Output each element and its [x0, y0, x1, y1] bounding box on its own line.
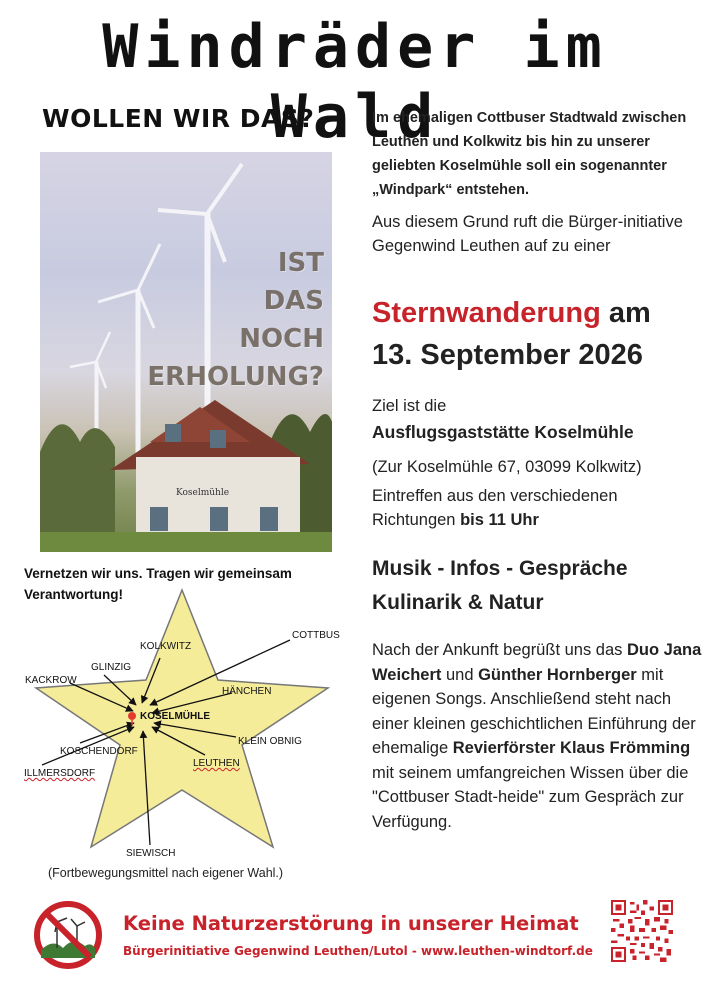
- subtitle: WOLLEN WIR DAS?: [42, 104, 315, 133]
- goal-address: (Zur Koselmühle 67, 03099 Kolkwitz): [372, 458, 642, 476]
- place-kackrow: KACKROW: [25, 675, 77, 686]
- arrival-time: bis 11 Uhr: [460, 511, 539, 529]
- place-illmersdorf: ILLMERSDORF: [24, 768, 96, 779]
- features: [372, 552, 702, 620]
- transport-note: (Fortbewegungsmittel nach eigener Wahl.): [48, 866, 284, 880]
- place-leuthen: LEUTHEN: [193, 758, 240, 769]
- place-koschendorf: KOSCHENDORF: [60, 746, 138, 757]
- photo-overlay-line: IST: [277, 248, 324, 278]
- story-part: Nach der Ankunft begrüßt uns das: [372, 641, 627, 659]
- intro-paragraph: Im ehemaligen Cottbuser Stadtwald zwischen Leuthen und Kolkwitz bis hin zu unserer geliebten Koselmühle soll ein sogenannter „Windpark“ entstehen.: [372, 110, 687, 198]
- guenther-name: Günther Hornberger: [478, 665, 637, 684]
- house-sign: Koselmühle: [176, 488, 230, 498]
- place-siewisch: SIEWISCH: [126, 848, 176, 859]
- place-cottbus: COTTBUS: [292, 630, 340, 641]
- place-koselmuehle: KOSELMÜHLE: [140, 711, 210, 722]
- forester-name: Revierförster Klaus Frömming: [452, 739, 691, 757]
- photo-overlay-line: ERHOLUNG?: [147, 362, 324, 392]
- goal-arrival: [372, 484, 692, 532]
- event-name-suffix: am: [600, 297, 651, 329]
- duo-name: Duo Jana Weichert: [372, 641, 702, 684]
- features-line-1: Musik - Infos - Gespräche: [372, 557, 628, 580]
- place-glinzig: GLINZIG: [91, 662, 132, 673]
- features-line-2: Kulinarik & Natur: [372, 591, 544, 614]
- event-heading: [372, 292, 702, 376]
- call-paragraph: Aus diesem Grund ruft die Bürger-initiative Gegenwind Leuthen auf zu einer: [372, 213, 683, 255]
- goal-intro: Ziel ist die: [372, 397, 447, 415]
- event-date: 13. September 2026: [372, 339, 643, 371]
- story-part: mit seinem umfangreichen Wissen über die "Cottbuser Stadt-heide" zum Gespräch zur Verfügung.: [372, 763, 689, 831]
- place-kolkwitz: KOLKWITZ: [140, 641, 192, 652]
- arrival-text: Eintreffen aus den verschiedenen Richtungen: [372, 487, 618, 529]
- event-name: Sternwanderung: [372, 297, 601, 329]
- turbine-house-photo: [40, 152, 332, 552]
- qr-code-icon[interactable]: [611, 900, 673, 962]
- place-haenchen: HÄNCHEN: [222, 686, 272, 697]
- photo-overlay-line: DAS: [263, 286, 324, 316]
- story-part: und: [441, 665, 479, 684]
- page-title: Windräder im Wald: [102, 12, 608, 152]
- footer-slogan: Keine Naturzerstörung in unserer Heimat: [123, 912, 579, 935]
- footer-organization: Bürgerinitiative Gegenwind Leuthen/Lutol - www.leuthen-windtorf.de: [123, 944, 593, 958]
- story-paragraph: [372, 638, 702, 834]
- network-heading: Vernetzen wir uns. Tragen wir gemeinsam Verantwortung!: [24, 566, 292, 602]
- place-klein-oebnig: KLEIN OBNIG: [238, 736, 302, 747]
- goal-name: Ausflugsgaststätte Koselmühle: [372, 422, 634, 442]
- star-network-diagram: [0, 585, 360, 870]
- no-wind-turbine-icon: [33, 900, 103, 970]
- photo-overlay-line: NOCH: [239, 324, 324, 354]
- story-part: mit eigenen Songs. Anschließend steht nach einer kleinen geschichtlichen Einführung der ehemalige: [372, 665, 696, 757]
